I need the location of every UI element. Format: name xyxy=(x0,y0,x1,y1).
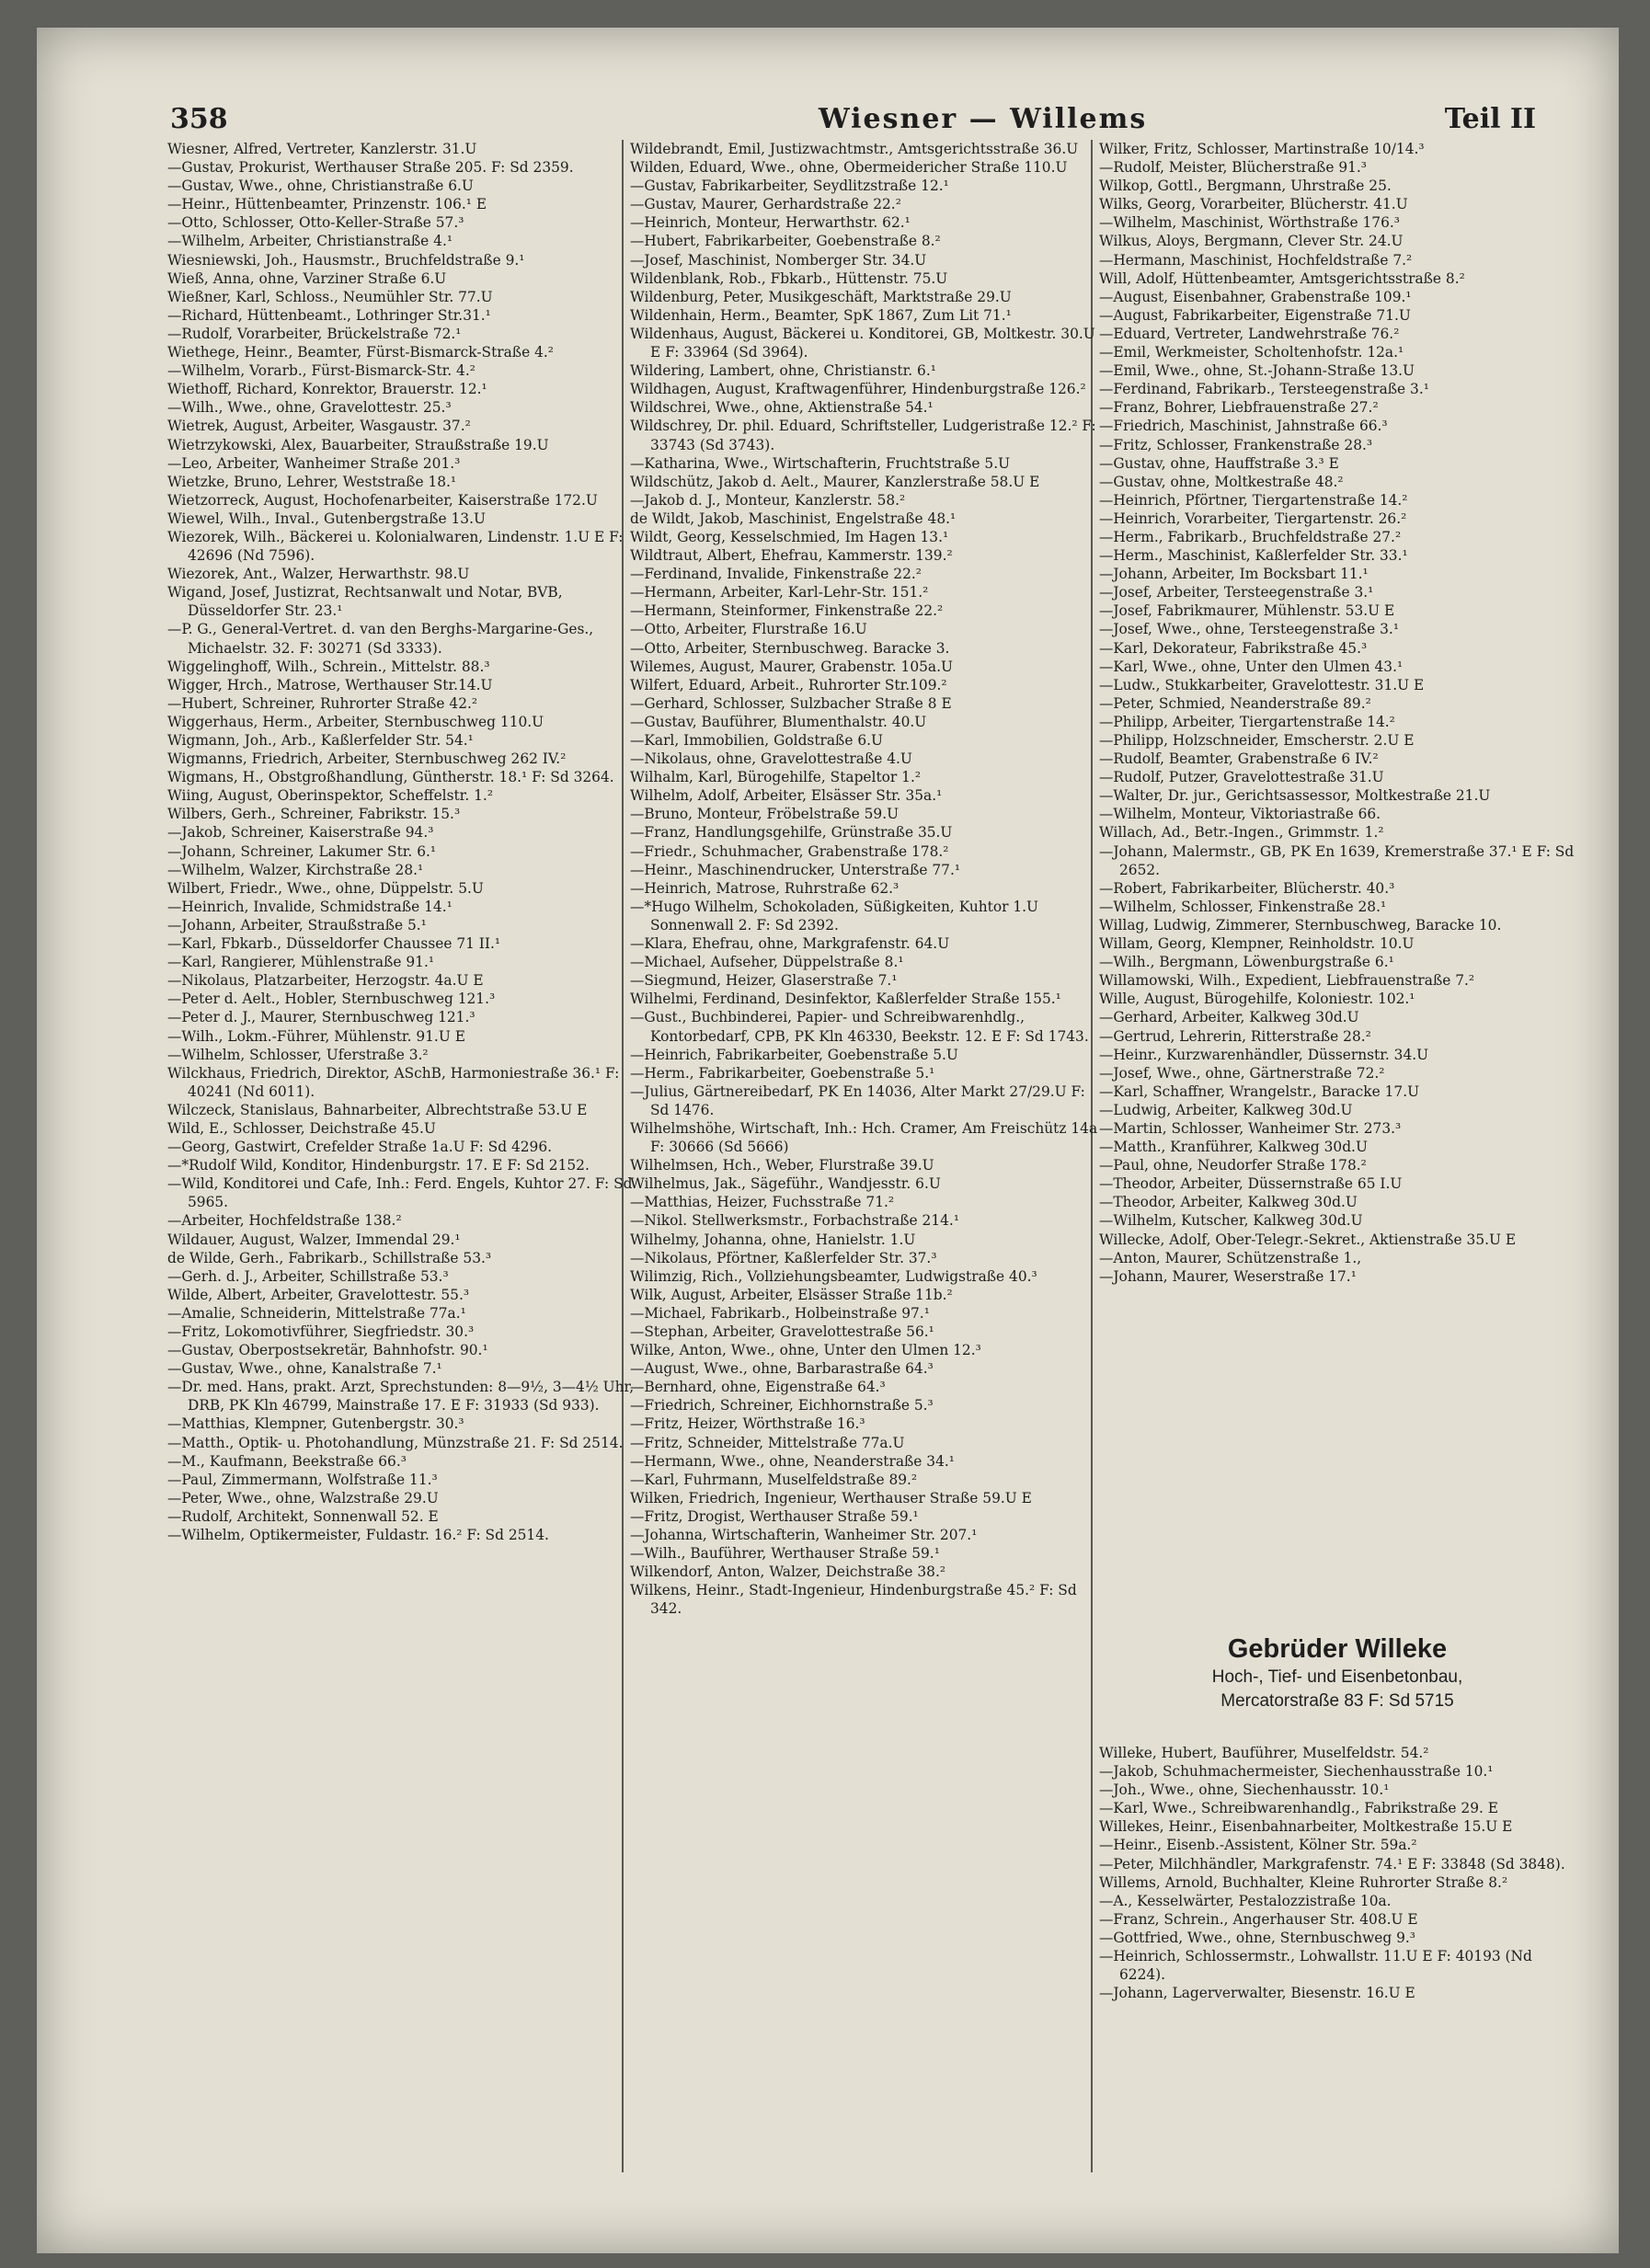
directory-entry: —Fritz, Heizer, Wörthstraße 16.³ xyxy=(630,1415,865,1433)
directory-entry: Wiezorek, Ant., Walzer, Herwarthstr. 98.U xyxy=(167,566,470,583)
directory-entry: Wiezorek, Wilh., Bäckerei u. Kolonialwaren, Lindenstr. 1.U E F: 42696 (Nd 7596). xyxy=(167,528,624,565)
directory-column-2 xyxy=(630,140,1106,2182)
directory-entry: Willach, Ad., Betr.-Ingen., Grimmstr. 1.² xyxy=(1099,824,1384,842)
directory-entry: Wilks, Georg, Vorarbeiter, Blücherstr. 41.U xyxy=(1099,196,1408,213)
directory-entry: Will, Adolf, Hüttenbeamter, Amtsgerichtsstraße 8.² xyxy=(1099,269,1465,287)
directory-entry: Wilhelmi, Ferdinand, Desinfektor, Kaßlerfelder Straße 155.¹ xyxy=(630,991,1061,1008)
directory-entry: Wilemes, August, Maurer, Grabenstr. 105a.U xyxy=(630,658,953,675)
directory-entry: Wildt, Georg, Kesselschmied, Im Hagen 13.¹ xyxy=(630,528,949,545)
directory-entry: —Otto, Schlosser, Otto-Keller-Straße 57.³ xyxy=(167,214,464,232)
directory-entry: —August, Eisenbahner, Grabenstraße 109.¹ xyxy=(1099,288,1412,305)
directory-entry: Wilbert, Friedr., Wwe., ohne, Düppelstr. 5.U xyxy=(167,879,484,897)
directory-entry: —Richard, Hüttenbeamt., Lothringer Str.31.¹ xyxy=(167,306,491,324)
directory-entry: —Peter, Wwe., ohne, Walzstraße 29.U xyxy=(167,1489,439,1506)
directory-entry: Willag, Ludwig, Zimmerer, Sternbuschweg, Baracke 10. xyxy=(1099,916,1502,934)
directory-entry: Wilke, Anton, Wwe., ohne, Unter den Ulmen 12.³ xyxy=(630,1342,981,1359)
directory-entry: —Josef, Wwe., ohne, Tersteegenstraße 3.¹ xyxy=(1099,621,1399,638)
directory-entry: —Klara, Ehefrau, ohne, Markgrafenstr. 64.U xyxy=(630,935,950,953)
directory-entry: —Gustav, ohne, Moltkestraße 48.² xyxy=(1099,473,1344,490)
directory-entry: Wildering, Lambert, ohne, Christianstr. 6.¹ xyxy=(630,362,936,380)
directory-entry: —Wilhelm, Kutscher, Kalkweg 30d.U xyxy=(1099,1212,1363,1230)
directory-entry: —Matthias, Klempner, Gutenbergstr. 30.³ xyxy=(167,1415,464,1433)
directory-entry: —Arbeiter, Hochfeldstraße 138.² xyxy=(167,1212,402,1230)
directory-entry: —Hermann, Maschinist, Hochfeldstraße 7.² xyxy=(1099,251,1413,269)
directory-entry: —Karl, Rangierer, Mühlenstraße 91.¹ xyxy=(167,954,435,971)
directory-entry: —Katharina, Wwe., Wirtschafterin, Fruchtstraße 5.U xyxy=(630,454,1011,472)
directory-entry: —Bruno, Monteur, Fröbelstraße 59.U xyxy=(630,806,899,823)
directory-entry: Wiethege, Heinr., Beamter, Fürst-Bismarck-Straße 4.² xyxy=(167,344,554,361)
directory-entry: Wildenblank, Rob., Fbkarb., Hüttenstr. 75.U xyxy=(630,269,948,287)
directory-entry: —Dr. med. Hans, prakt. Arzt, Sprechstunden: 8—9½, 3—4½ Uhr, DRB, PK Kln 46799, Mainstraße 17. E F: 31933 (Sd 933). xyxy=(167,1379,635,1415)
directory-entry: —Wilhelm, Arbeiter, Christianstraße 4.¹ xyxy=(167,233,453,250)
directory-entry: Wildauer, August, Walzer, Immendal 29.¹ xyxy=(167,1231,461,1248)
directory-entry: —Heinrich, Vorarbeiter, Tiergartenstr. 26.² xyxy=(1099,510,1407,527)
directory-entry: —M., Kaufmann, Beekstraße 66.³ xyxy=(167,1452,407,1470)
directory-entry: —Gottfried, Wwe., ohne, Sternbuschweg 9.³ xyxy=(1099,1929,1415,1946)
directory-entry: —Michael, Aufseher, Düppelstraße 8.¹ xyxy=(630,954,904,971)
directory-entry: —P. G., General-Vertret. d. van den Berghs-Margarine-Ges., Michaelstr. 32. F: 30271 (Sd 3333). xyxy=(167,621,594,657)
directory-entry: —Herm., Fabrikarb., Bruchfeldstraße 27.² xyxy=(1099,528,1402,545)
directory-entry: —Johann, Lagerverwalter, Biesenstr. 16.U E xyxy=(1099,1985,1415,2002)
directory-entry: de Wildt, Jakob, Maschinist, Engelstraße 48.¹ xyxy=(630,510,957,527)
directory-entry: —Theodor, Arbeiter, Kalkweg 30d.U xyxy=(1099,1194,1358,1211)
directory-entry: Wießner, Karl, Schloss., Neumühler Str. 77.U xyxy=(167,288,493,305)
directory-entry: —Karl, Wwe., Schreibwarenhandlg., Fabrikstraße 29. E xyxy=(1099,1800,1499,1817)
directory-entry: Wilhelmy, Johanna, ohne, Hanielstr. 1.U xyxy=(630,1231,916,1248)
directory-entry: Wilhelmsen, Hch., Weber, Flurstraße 39.U xyxy=(630,1157,934,1174)
running-head: Wiesner — Willems xyxy=(819,103,1148,135)
directory-entry: —Nikolaus, Pförtner, Kaßlerfelder Str. 37.³ xyxy=(630,1249,937,1266)
directory-entry: —Franz, Handlungsgehilfe, Grünstraße 35.U xyxy=(630,824,953,842)
directory-entry: —Amalie, Schneiderin, Mittelstraße 77a.¹ xyxy=(167,1304,466,1322)
directory-entry: Wilhelmshöhe, Wirtschaft, Inh.: Hch. Cramer, Am Freischütz 14a F: 30666 (Sd 5666) xyxy=(630,1119,1098,1156)
directory-entry: Wigand, Josef, Justizrat, Rechtsanwalt und Notar, BVB, Düsseldorfer Str. 23.¹ xyxy=(167,584,563,620)
directory-entry: Wietrzykowski, Alex, Bauarbeiter, Straußstraße 19.U xyxy=(167,436,549,453)
directory-entry: —Emil, Wwe., ohne, St.-Johann-Straße 13.U xyxy=(1099,362,1415,380)
directory-entry: —Wilhelm, Schlosser, Finkenstraße 28.¹ xyxy=(1099,898,1387,915)
directory-entry: —Philipp, Holzschneider, Emscherstr. 2.U E xyxy=(1099,732,1415,749)
directory-entry: Willems, Arnold, Buchhalter, Kleine Ruhrorter Straße 8.² xyxy=(1099,1873,1508,1891)
directory-entry: Wilhalm, Karl, Bürogehilfe, Stapeltor 1.² xyxy=(630,769,922,786)
directory-entry: —Philipp, Arbeiter, Tiergartenstraße 14.² xyxy=(1099,713,1395,730)
directory-entry: Wildenhaus, August, Bäckerei u. Konditorei, GB, Moltkestr. 30.U E F: 33964 (Sd 3964). xyxy=(630,325,1095,361)
directory-entry: Wildtraut, Albert, Ehefrau, Kammerstr. 139.² xyxy=(630,547,953,565)
directory-entry: —Karl, Fbkarb., Düsseldorfer Chaussee 71 II.¹ xyxy=(167,935,501,953)
directory-entry: —Josef, Maschinist, Nomberger Str. 34.U xyxy=(630,251,927,269)
directory-entry: —Franz, Bohrer, Liebfrauenstraße 27.² xyxy=(1099,399,1379,417)
directory-entry: —Gustav, Wwe., ohne, Kanalstraße 7.¹ xyxy=(167,1360,442,1378)
directory-entry: —Georg, Gastwirt, Crefelder Straße 1a.U F: Sd 4296. xyxy=(167,1139,553,1156)
directory-entry: Wigger, Hrch., Matrose, Werthauser Str.14.U xyxy=(167,676,493,693)
directory-entry: —Matthias, Heizer, Fuchsstraße 71.² xyxy=(630,1194,895,1211)
directory-entry: Willecke, Adolf, Ober-Telegr.-Sekret., Aktienstraße 35.U E xyxy=(1099,1231,1517,1248)
directory-entry: Wilden, Eduard, Wwe., ohne, Obermeidericher Straße 110.U xyxy=(630,159,1068,177)
directory-entry: —Gerh. d. J., Arbeiter, Schillstraße 53.³ xyxy=(167,1267,449,1285)
directory-entry: —Matth., Kranführer, Kalkweg 30d.U xyxy=(1099,1139,1368,1156)
directory-entry: Wille, August, Bürogehilfe, Koloniestr. 102.¹ xyxy=(1099,991,1415,1008)
directory-entry: —Nikolaus, Platzarbeiter, Herzogstr. 4a.U E xyxy=(167,972,484,990)
directory-entry: Wiesniewski, Joh., Hausmstr., Bruchfeldstraße 9.¹ xyxy=(167,251,525,269)
directory-entry: —A., Kesselwärter, Pestalozzistraße 10a. xyxy=(1099,1892,1392,1909)
directory-entry: Wilkus, Aloys, Bergmann, Clever Str. 24.U xyxy=(1099,233,1404,250)
directory-entry: —Wilhelm, Optikermeister, Fuldastr. 16.² F: Sd 2514. xyxy=(167,1527,549,1544)
directory-entry: Wiggelinghoff, Wilh., Schrein., Mittelstr. 88.³ xyxy=(167,658,490,675)
directory-entry: Wietzorreck, August, Hochofenarbeiter, Kaiserstraße 172.U xyxy=(167,491,598,509)
directory-entry: —Gertrud, Lehrerin, Ritterstraße 28.² xyxy=(1099,1027,1371,1045)
directory-entry: Wilczeck, Stanislaus, Bahnarbeiter, Albrechtstraße 53.U E xyxy=(167,1101,588,1118)
directory-entry: —Julius, Gärtnereibedarf, PK En 14036, Alter Markt 27/29.U F: Sd 1476. xyxy=(630,1082,1085,1118)
directory-column-3-after-ad xyxy=(1099,1744,1576,2185)
directory-entry: —Peter, Milchhändler, Markgrafenstr. 74.¹ E F: 33848 (Sd 3848). xyxy=(1099,1855,1565,1873)
directory-entry: —Rudolf, Architekt, Sonnenwall 52. E xyxy=(167,1507,439,1525)
directory-entry: —Heinr., Kurzwarenhändler, Düssernstr. 34.U xyxy=(1099,1046,1429,1063)
directory-entry: —Fritz, Drogist, Werthauser Straße 59.¹ xyxy=(630,1507,919,1525)
directory-entry: —August, Wwe., ohne, Barbarastraße 64.³ xyxy=(630,1360,934,1378)
directory-entry: —Heinrich, Monteur, Herwarthstr. 62.¹ xyxy=(630,214,911,232)
directory-entry: —Joh., Wwe., ohne, Siechenhausstr. 10.¹ xyxy=(1099,1781,1390,1799)
directory-entry: —Rudolf, Beamter, Grabenstraße 6 IV.² xyxy=(1099,750,1379,768)
directory-entry: —Johann, Arbeiter, Im Bocksbart 11.¹ xyxy=(1099,566,1369,583)
directory-entry: Willam, Georg, Klempner, Reinholdstr. 10.U xyxy=(1099,935,1415,953)
directory-entry: —Rudolf, Meister, Blücherstraße 91.³ xyxy=(1099,159,1367,177)
directory-entry: Wiing, August, Oberinspektor, Scheffelstr. 1.² xyxy=(167,787,493,805)
directory-entry: Wilckhaus, Friedrich, Direktor, ASchB, Harmoniestraße 36.¹ F: 40241 (Nd 6011). xyxy=(167,1064,620,1100)
directory-entry: —Heinrich, Pförtner, Tiergartenstraße 14.² xyxy=(1099,491,1408,509)
directory-entry: —Josef, Fabrikmaurer, Mühlenstr. 53.U E xyxy=(1099,602,1395,620)
directory-entry: —Gerhard, Arbeiter, Kalkweg 30d.U xyxy=(1099,1009,1359,1026)
directory-entry: —Hermann, Wwe., ohne, Neanderstraße 34.¹ xyxy=(630,1452,955,1470)
advertisement-box xyxy=(1099,1632,1576,1741)
directory-entry: —Karl, Immobilien, Goldstraße 6.U xyxy=(630,732,883,749)
directory-entry: Wilbers, Gerh., Schreiner, Fabrikstr. 15.³ xyxy=(167,806,461,823)
directory-entry: —Herm., Fabrikarbeiter, Goebenstraße 5.¹ xyxy=(630,1064,935,1082)
directory-entry: Willeke, Hubert, Bauführer, Muselfeldstr. 54.² xyxy=(1099,1745,1429,1761)
directory-entry: —Matth., Optik- u. Photohandlung, Münzstraße 21. F: Sd 2514. xyxy=(167,1434,624,1451)
directory-entry: —Fritz, Schlosser, Frankenstraße 28.³ xyxy=(1099,436,1373,453)
directory-entry: —Peter, Schmied, Neanderstraße 89.² xyxy=(1099,694,1371,712)
directory-entry: —Johann, Schreiner, Lakumer Str. 6.¹ xyxy=(167,842,437,860)
directory-entry: —Emil, Werkmeister, Scholtenhofstr. 12a.¹ xyxy=(1099,344,1404,361)
directory-entry: —Rudolf, Putzer, Gravelottestraße 31.U xyxy=(1099,769,1384,786)
directory-entry: —Josef, Arbeiter, Tersteegenstraße 3.¹ xyxy=(1099,584,1374,601)
directory-entry: —Josef, Wwe., ohne, Gärtnerstraße 72.² xyxy=(1099,1064,1385,1082)
directory-entry: —Paul, ohne, Neudorfer Straße 178.² xyxy=(1099,1157,1367,1174)
directory-entry: —Gerhard, Schlosser, Sulzbacher Straße 8 E xyxy=(630,694,952,712)
ad-line-1: Hoch-, Tief- und Eisenbetonbau, xyxy=(1211,1667,1463,1687)
directory-entry: —Peter d. J., Maurer, Sternbuschweg 121.³ xyxy=(167,1009,476,1026)
directory-entry: —Wilh., Bergmann, Löwenburgstraße 6.¹ xyxy=(1099,954,1394,971)
directory-entry: —Friedrich, Schreiner, Eichhornstraße 5.³ xyxy=(630,1397,934,1415)
directory-entry: —Heinr., Eisenb.-Assistent, Kölner Str. 59a.² xyxy=(1099,1837,1417,1854)
directory-entry: Wilhelmus, Jak., Sägeführ., Wandjesstr. 6.U xyxy=(630,1175,941,1193)
directory-entry: Wiethoff, Richard, Konrektor, Brauerstr. 12.¹ xyxy=(167,381,487,398)
directory-entry: —Karl, Schaffner, Wrangelstr., Baracke 17.U xyxy=(1099,1082,1420,1100)
directory-entry: —Karl, Fuhrmann, Muselfeldstraße 89.² xyxy=(630,1471,918,1488)
directory-entry: —Jakob d. J., Monteur, Kanzlerstr. 58.² xyxy=(630,491,906,509)
directory-entry: —Heinrich, Fabrikarbeiter, Goebenstraße 5.U xyxy=(630,1046,958,1063)
directory-entry: —*Hugo Wilhelm, Schokoladen, Süßigkeiten, Kuhtor 1.U Sonnenwall 2. F: Sd 2392. xyxy=(630,898,1039,934)
directory-entry: —Martin, Schlosser, Wanheimer Str. 273.³ xyxy=(1099,1119,1402,1137)
directory-entry: —Gustav, Bauführer, Blumenthalstr. 40.U xyxy=(630,713,927,730)
directory-entry: —Hubert, Schreiner, Ruhrorter Straße 42.² xyxy=(167,694,478,712)
directory-entry: —Jakob, Schuhmachermeister, Siechenhausstraße 10.¹ xyxy=(1099,1763,1494,1781)
directory-entry: Wiewel, Wilh., Inval., Gutenbergstraße 13.U xyxy=(167,510,486,527)
directory-entry: —Gustav, Wwe., ohne, Christianstraße 6.U xyxy=(167,178,474,195)
directory-entry: —Gust., Buchbinderei, Papier- und Schreibwarenhdlg., Kontorbedarf, CPB, PK Kln 46330, Beekstr. 12. E F: Sd 1743. xyxy=(630,1009,1089,1045)
directory-entry: Wild, E., Schlosser, Deichstraße 45.U xyxy=(167,1119,436,1137)
directory-entry: Wigmanns, Friedrich, Arbeiter, Sternbuschweg 262 IV.² xyxy=(167,750,567,768)
directory-entry: —Franz, Schrein., Angerhauser Str. 408.U E xyxy=(1099,1910,1418,1928)
directory-entry: —Michael, Fabrikarb., Holbeinstraße 97.¹ xyxy=(630,1304,930,1322)
directory-entry: —Walter, Dr. jur., Gerichtsassessor, Moltkestraße 21.U xyxy=(1099,787,1491,805)
directory-entry: —Fritz, Lokomotivführer, Siegfriedstr. 30.³ xyxy=(167,1323,475,1340)
directory-entry: —Ludw., Stukkarbeiter, Gravelottestr. 31.U E xyxy=(1099,676,1425,693)
directory-entry: Wilimzig, Rich., Vollziehungsbeamter, Ludwigstraße 40.³ xyxy=(630,1267,1037,1285)
page-header xyxy=(133,75,1600,135)
directory-entry: —Bernhard, ohne, Eigenstraße 64.³ xyxy=(630,1379,886,1396)
directory-entry: —Wilhelm, Vorarb., Fürst-Bismarck-Str. 4.² xyxy=(167,362,476,380)
directory-entry: Wilken, Friedrich, Ingenieur, Werthauser Straße 59.U E xyxy=(630,1489,1032,1506)
directory-entry: —Otto, Arbeiter, Sternbuschweg. Baracke 3. xyxy=(630,639,950,657)
directory-entry: Wieß, Anna, ohne, Varziner Straße 6.U xyxy=(167,269,447,287)
directory-entry: —Wilh., Lokm.-Führer, Mühlenstr. 91.U E xyxy=(167,1027,465,1045)
directory-entry: —Hermann, Arbeiter, Karl-Lehr-Str. 151.² xyxy=(630,584,929,601)
directory-entry: Wilfert, Eduard, Arbeit., Ruhrorter Str.109.² xyxy=(630,676,947,693)
directory-entry: —August, Fabrikarbeiter, Eigenstraße 71.U xyxy=(1099,306,1411,324)
directory-entry: Wietzke, Bruno, Lehrer, Weststraße 18.¹ xyxy=(167,473,457,490)
directory-entry: Willamowski, Wilh., Expedient, Liebfrauenstraße 7.² xyxy=(1099,972,1475,990)
directory-entry: Wilde, Albert, Arbeiter, Gravelottestr. 55.³ xyxy=(167,1286,470,1303)
directory-entry: Wildenhain, Herm., Beamter, SpK 1867, Zum Lit 71.¹ xyxy=(630,306,1012,324)
directory-entry: —Wilh., Bauführer, Werthauser Straße 59.¹ xyxy=(630,1545,940,1563)
directory-entry: —Eduard, Vertreter, Landwehrstraße 76.² xyxy=(1099,325,1400,342)
directory-entry: —Friedrich, Maschinist, Jahnstraße 66.³ xyxy=(1099,418,1388,435)
directory-entry: —Heinr., Hüttenbeamter, Prinzenstr. 106.¹ E xyxy=(167,196,487,213)
directory-entry: Wildschrey, Dr. phil. Eduard, Schriftsteller, Ludgeristraße 12.² F: 33743 (Sd 3743). xyxy=(630,418,1096,453)
directory-entry: —Johann, Arbeiter, Straußstraße 5.¹ xyxy=(167,916,427,934)
directory-entry: —Theodor, Arbeiter, Düssernstraße 65 I.U xyxy=(1099,1175,1403,1193)
directory-entry: —Wild, Konditorei und Cafe, Inh.: Ferd. Engels, Kuhtor 27. F: Sd 5965. xyxy=(167,1175,633,1211)
directory-entry: —Otto, Arbeiter, Flurstraße 16.U xyxy=(630,621,867,638)
directory-entry: —Leo, Arbeiter, Wanheimer Straße 201.³ xyxy=(167,454,461,472)
directory-entry: —Siegmund, Heizer, Glaserstraße 7.¹ xyxy=(630,972,898,990)
directory-entry: —Ferdinand, Invalide, Finkenstraße 22.² xyxy=(630,566,922,583)
directory-entry: —Nikolaus, ohne, Gravelottestraße 4.U xyxy=(630,750,912,768)
directory-entry: Wilkens, Heinr., Stadt-Ingenieur, Hindenburgstraße 45.² F: Sd 342. xyxy=(630,1582,1077,1618)
page-number: 358 xyxy=(170,103,228,135)
directory-entry: —Robert, Fabrikarbeiter, Blücherstr. 40.³ xyxy=(1099,879,1395,897)
directory-entry: —Ludwig, Arbeiter, Kalkweg 30d.U xyxy=(1099,1101,1353,1118)
directory-entry: Wietrek, August, Arbeiter, Wasgaustr. 37.² xyxy=(167,418,471,435)
directory-entry: —Paul, Zimmermann, Wolfstraße 11.³ xyxy=(167,1471,438,1488)
directory-entry: —Gustav, Oberpostsekretär, Bahnhofstr. 90.¹ xyxy=(167,1342,488,1359)
directory-entry: Willekes, Heinr., Eisenbahnarbeiter, Moltkestraße 15.U E xyxy=(1099,1818,1513,1836)
directory-entry: —Wilhelm, Monteur, Viktoriastraße 66. xyxy=(1099,806,1381,823)
directory-entry: —Johann, Maurer, Weserstraße 17.¹ xyxy=(1099,1267,1357,1285)
directory-column-1 xyxy=(167,140,644,2182)
directory-entry: —Gustav, ohne, Hauffstraße 3.³ E xyxy=(1099,454,1339,472)
directory-entry: —Wilhelm, Walzer, Kirchstraße 28.¹ xyxy=(167,861,424,878)
directory-entry: —Gustav, Maurer, Gerhardstraße 22.² xyxy=(630,196,901,213)
directory-entry: Wildschrei, Wwe., ohne, Aktienstraße 54.¹ xyxy=(630,399,934,417)
directory-entry: —Fritz, Schneider, Mittelstraße 77a.U xyxy=(630,1434,905,1451)
directory-entry: —Anton, Maurer, Schützenstraße 1., xyxy=(1099,1249,1362,1266)
ad-company-name: Gebrüder Willeke xyxy=(1227,1634,1448,1664)
directory-entry: —Herm., Maschinist, Kaßlerfelder Str. 33.¹ xyxy=(1099,547,1408,565)
directory-entry: —Wilhelm, Maschinist, Wörthstraße 176.³ xyxy=(1099,214,1400,232)
directory-entry: —Wilhelm, Schlosser, Uferstraße 3.² xyxy=(167,1046,429,1063)
ad-line-2: Mercatorstraße 83 F: Sd 5715 xyxy=(1220,1691,1454,1711)
directory-entry: Wilker, Fritz, Schlosser, Martinstraße 10/14.³ xyxy=(1099,141,1425,157)
directory-entry: —Gustav, Fabrikarbeiter, Seydlitzstraße 12.¹ xyxy=(630,178,949,195)
directory-entry: —Nikol. Stellwerksmstr., Forbachstraße 214.¹ xyxy=(630,1212,959,1230)
directory-entry: —Rudolf, Vorarbeiter, Brückelstraße 72.¹ xyxy=(167,325,462,342)
directory-entry: —Friedr., Schuhmacher, Grabenstraße 178.² xyxy=(630,842,949,860)
directory-entry: —Heinrich, Schlossermstr., Lohwallstr. 11.U E F: 40193 (Nd 6224). xyxy=(1099,1948,1532,1984)
directory-entry: Wigmann, Joh., Arb., Kaßlerfelder Str. 54.¹ xyxy=(167,732,474,749)
directory-entry: Wilkendorf, Anton, Walzer, Deichstraße 38.² xyxy=(630,1564,946,1581)
directory-entry: Wildenburg, Peter, Musikgeschäft, Marktstraße 29.U xyxy=(630,288,1012,305)
directory-entry: —Johann, Malermstr., GB, PK En 1639, Kremerstraße 37.¹ E F: Sd 2652. xyxy=(1099,842,1575,878)
directory-entry: —Karl, Dekorateur, Fabrikstraße 45.³ xyxy=(1099,639,1368,657)
directory-entry: —Ferdinand, Fabrikarb., Tersteegenstraße 3.¹ xyxy=(1099,381,1429,398)
directory-entry: —Peter d. Aelt., Hobler, Sternbuschweg 121.³ xyxy=(167,991,496,1008)
directory-entry: Wiggerhaus, Herm., Arbeiter, Sternbuschweg 110.U xyxy=(167,713,544,730)
directory-entry: Wilhelm, Adolf, Arbeiter, Elsässer Str. 35a.¹ xyxy=(630,787,943,805)
directory-entry: —Wilh., Wwe., ohne, Gravelottestr. 25.³ xyxy=(167,399,452,417)
directory-entry: —Heinrich, Invalide, Schmidstraße 14.¹ xyxy=(167,898,453,915)
directory-entry: —Stephan, Arbeiter, Gravelottestraße 56.¹ xyxy=(630,1323,934,1340)
directory-entry: —Karl, Wwe., ohne, Unter den Ulmen 43.¹ xyxy=(1099,658,1404,675)
directory-entry: Wildschütz, Jakob d. Aelt., Maurer, Kanzlerstraße 58.U E xyxy=(630,473,1040,490)
directory-entry: —Gustav, Prokurist, Werthauser Straße 205. F: Sd 2359. xyxy=(167,159,574,177)
directory-entry: —Hermann, Steinformer, Finkenstraße 22.² xyxy=(630,602,944,620)
directory-entry: —Heinrich, Matrose, Ruhrstraße 62.³ xyxy=(630,879,899,897)
directory-entry: —Johanna, Wirtschafterin, Wanheimer Str. 207.¹ xyxy=(630,1527,978,1544)
directory-entry: —Heinr., Maschinendrucker, Unterstraße 77.¹ xyxy=(630,861,961,878)
directory-entry: Wiesner, Alfred, Vertreter, Kanzlerstr. 31.U xyxy=(167,141,477,157)
directory-entry: Wildhagen, August, Kraftwagenführer, Hindenburgstraße 126.² xyxy=(630,381,1086,398)
directory-entry: Wilkop, Gottl., Bergmann, Uhrstraße 25. xyxy=(1099,178,1392,195)
directory-entry: Wigmans, H., Obstgroßhandlung, Güntherstr. 18.¹ F: Sd 3264. xyxy=(167,769,614,786)
directory-entry: Wilk, August, Arbeiter, Elsässer Straße 11b.² xyxy=(630,1286,953,1303)
directory-entry: de Wilde, Gerh., Fabrikarb., Schillstraße 53.³ xyxy=(167,1249,492,1266)
directory-column-3 xyxy=(1099,140,1576,1630)
part-label: Teil II xyxy=(1444,103,1536,135)
directory-entry: —Jakob, Schreiner, Kaiserstraße 94.³ xyxy=(167,824,434,842)
directory-entry: —*Rudolf Wild, Konditor, Hindenburgstr. 17. E F: Sd 2152. xyxy=(167,1157,590,1174)
directory-entry: —Hubert, Fabrikarbeiter, Goebenstraße 8.² xyxy=(630,233,941,250)
directory-entry: Wildebrandt, Emil, Justizwachtmstr., Amtsgerichtsstraße 36.U xyxy=(630,141,1079,157)
